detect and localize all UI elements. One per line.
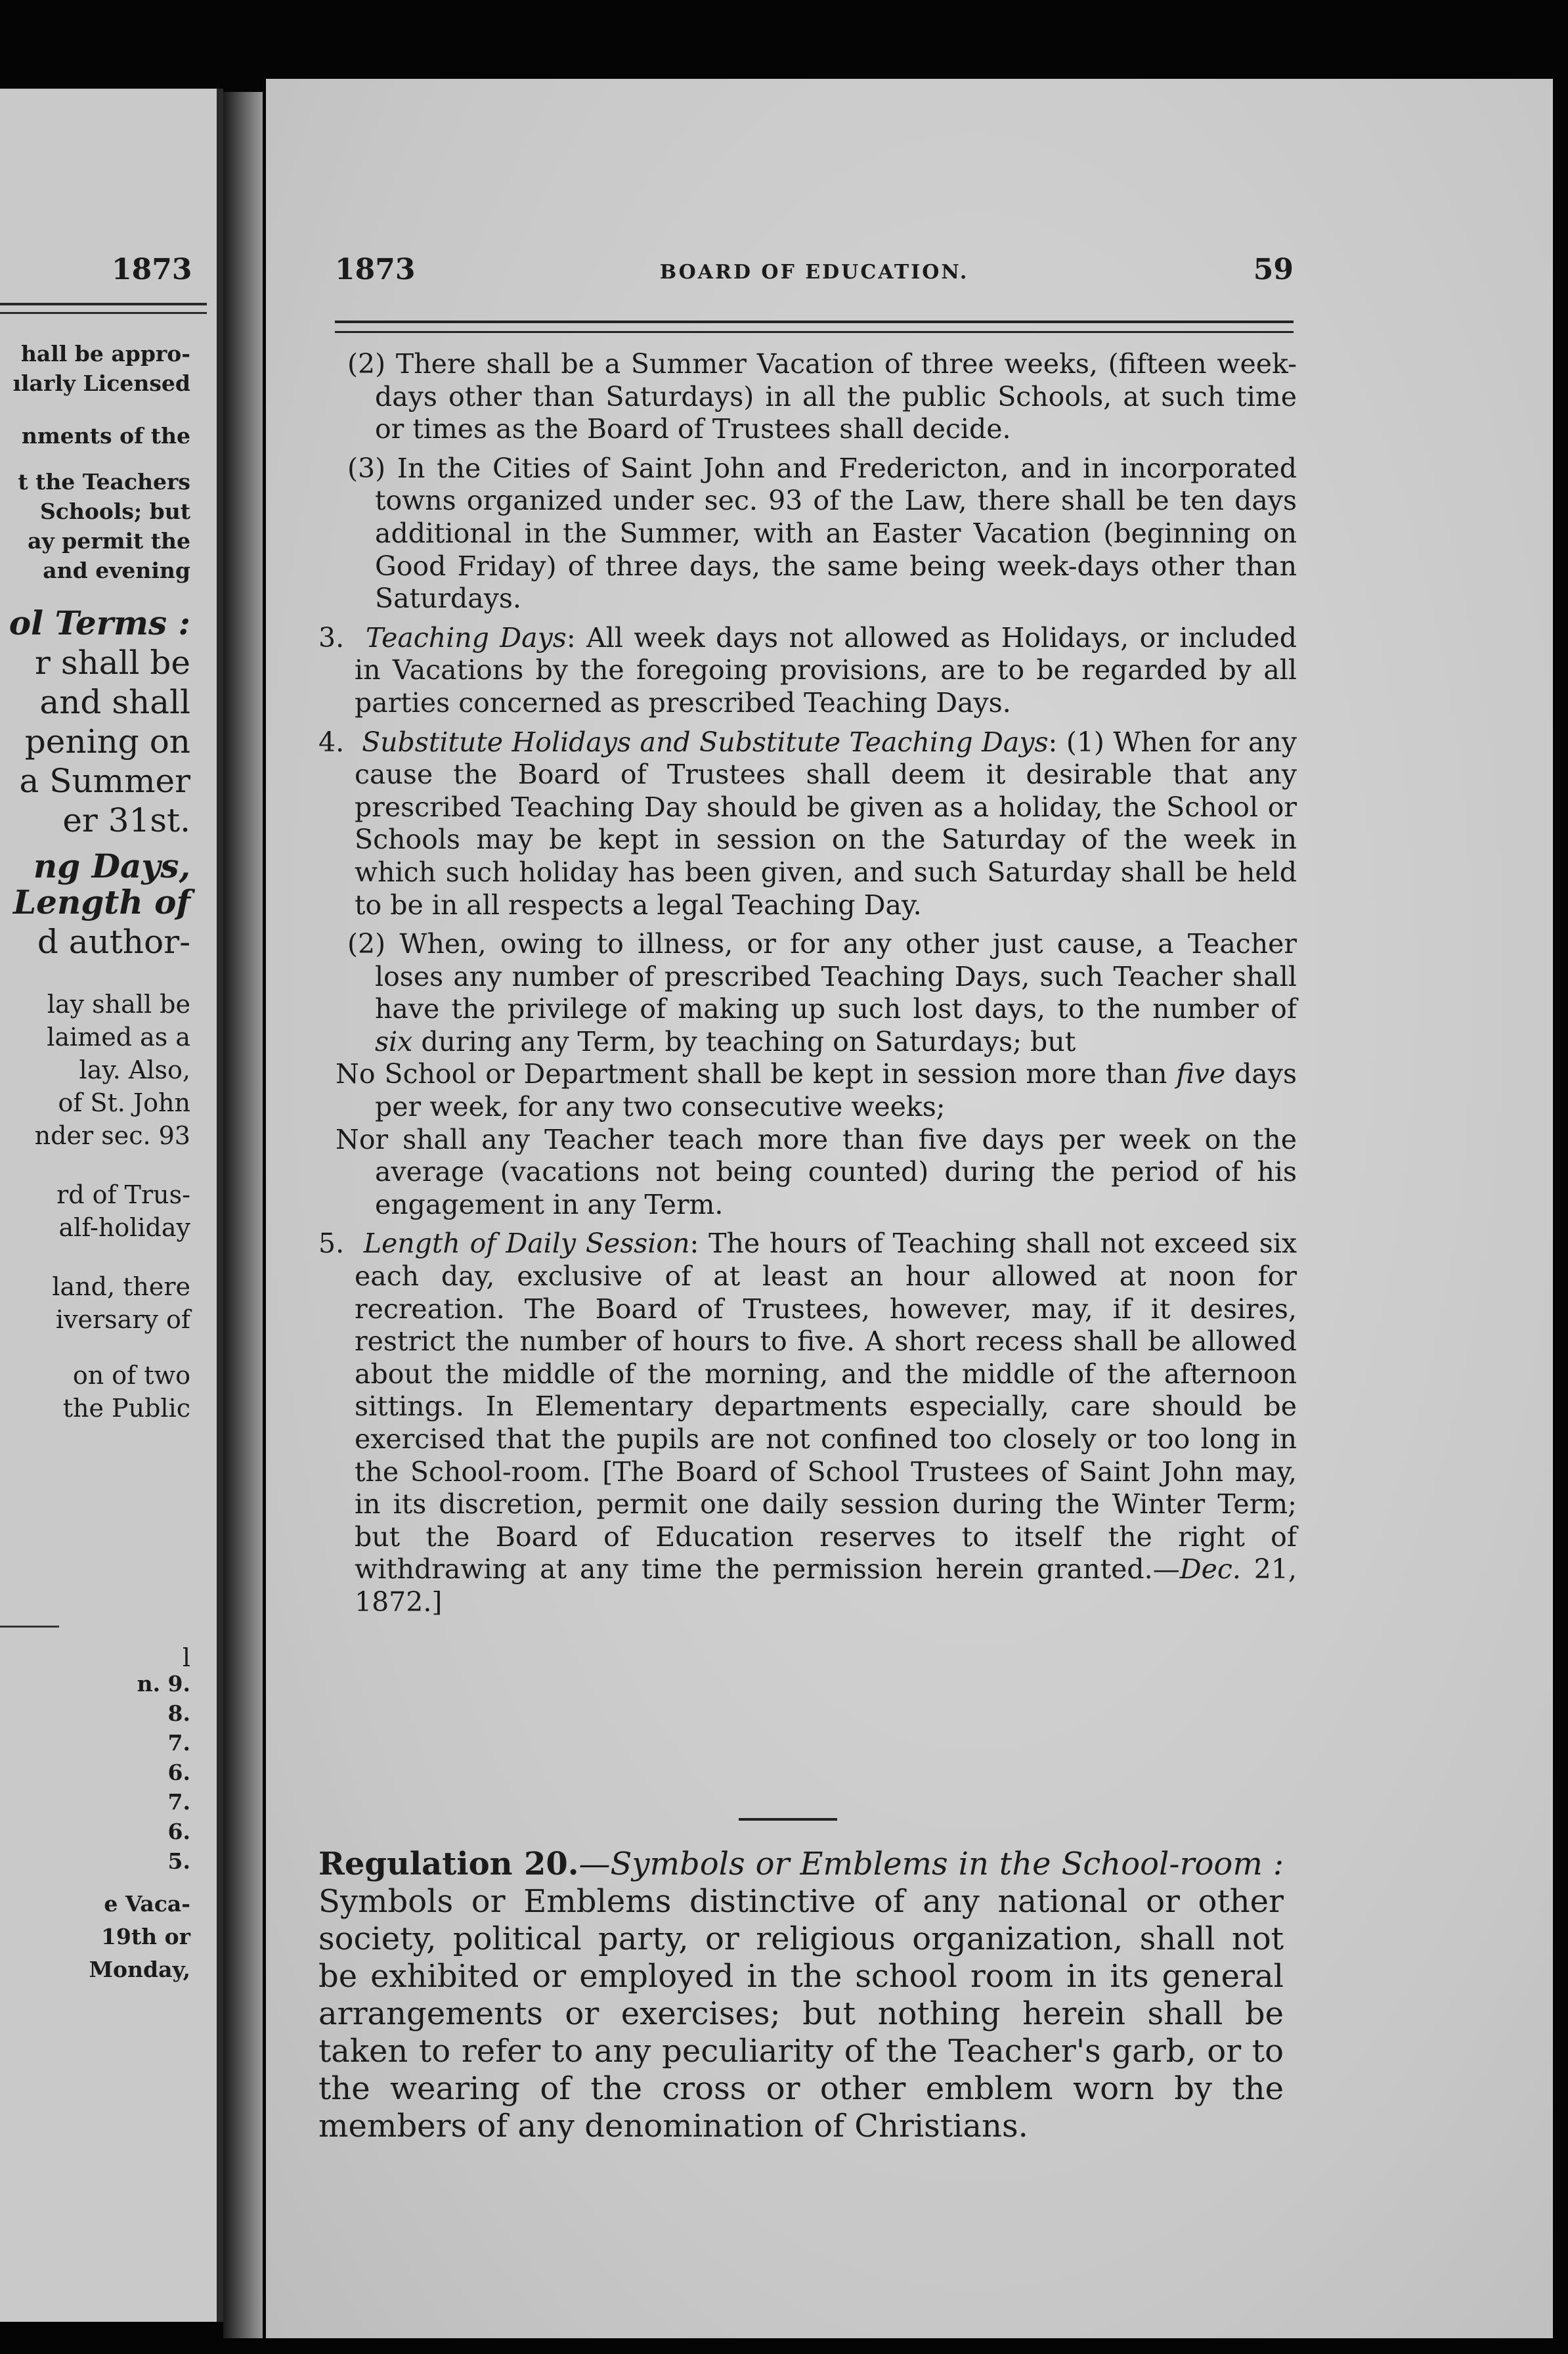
left-page-line: of St. John bbox=[58, 1088, 190, 1117]
section-divider bbox=[739, 1818, 837, 1821]
left-page-line: 6. bbox=[167, 1819, 190, 1844]
section-4-substitute-days: 4. Substitute Holidays and Substitute Teaching Days: (1) When for any cause the Board of Trustees shall deem it desirable that any prescribed Teaching Day should be given as a holiday, the School or Schools may be kept in session on the Saturday of the week in which such holiday has been given, and such Saturday shall be held to be in all respects a legal Teaching Day. bbox=[318, 726, 1297, 921]
left-page-line: alf-holiday bbox=[58, 1213, 190, 1242]
left-page-line: ng Days, bbox=[33, 847, 190, 885]
left-page-line: t the Teachers bbox=[18, 469, 190, 495]
section-4-clause-2-text-b: during any Term, by teaching on Saturdays; but bbox=[412, 1025, 1076, 1057]
left-page-line: Length of bbox=[13, 883, 190, 922]
section-3-text: : All week days not allowed as Holidays, or included in Vacations by the foregoing provisions, are to be regarded by all parties concerned as prescribed Teaching Days. bbox=[355, 621, 1297, 719]
left-page-line: r shall be bbox=[35, 644, 190, 682]
left-page-line: a Summer bbox=[19, 762, 190, 800]
left-page-line: ay permit the bbox=[28, 528, 190, 554]
section-4-clause-2-six: six bbox=[375, 1025, 413, 1057]
left-page-line: laimed as a bbox=[47, 1023, 190, 1052]
section-4-label: Substitute Holidays and Substitute Teaching Days bbox=[362, 726, 1049, 758]
body-text bbox=[318, 348, 1297, 1619]
section-4-text: : (1) When for any cause the Board of Trustees shall deem it desirable that any prescribed Teaching Day should be given as a holiday, the School or Schools may be kept in session on the Saturday of the week in which such holiday has been given, and such Saturday shall be held to be in all respects a legal Teaching Day. bbox=[355, 726, 1297, 921]
section-3-label: Teaching Days bbox=[365, 621, 567, 654]
left-page-line: and evening bbox=[43, 558, 190, 583]
left-page-line: 7. bbox=[167, 1789, 190, 1815]
left-page-line: nder sec. 93 bbox=[34, 1121, 190, 1150]
regulation-label: Regulation 20. bbox=[318, 1846, 579, 1882]
header-title: BOARD OF EDUCATION. bbox=[659, 261, 969, 284]
paragraph-cities: (3) In the Cities of Saint John and Fredericton, and in incorporated towns organized under sec. 93 of the Law, there shall be ten days additional in the Summer, with an Easter Vacation (beginning on Good Friday) of three days, the same being week-days other than Saturdays. bbox=[347, 452, 1297, 615]
section-4-clause-2 bbox=[318, 928, 1297, 1058]
left-page-line: 6. bbox=[167, 1760, 190, 1785]
left-page-line: Monday, bbox=[89, 1957, 190, 1982]
section-4-nor: Nor shall any Teacher teach more than five days per week on the average (vacations not being counted) during the period of his engagement in any Term. bbox=[336, 1123, 1297, 1220]
left-page-line: er 31st. bbox=[62, 801, 190, 839]
section-5-text-a: : The hours of Teaching shall not exceed six each day, exclusive of at least an hour allowed at noon for recreation. The Board of Trustees, however, may, if it desires, restrict the number of hours to five. A short recess shall be allowed about the middle of the morning, and the middle of the afternoon sittings. In Elementary departments especially, care should be exercised that the pupils are not confined too closely or too long in the School-room. [The Board of School Trustees of Saint John may, in its discretion, permit one daily session during the Winter Term; but the Board of Education reserves to itself the right of withdrawing at any time the permission herein granted.— bbox=[355, 1228, 1297, 1586]
left-page-line: lay. Also, bbox=[79, 1055, 190, 1084]
page-gutter bbox=[223, 92, 263, 2338]
running-header bbox=[335, 253, 1294, 305]
left-page-line: nments of the bbox=[21, 423, 190, 449]
left-page-line: 19th or bbox=[100, 1924, 190, 1949]
left-page-line: Schools; but bbox=[39, 499, 190, 524]
left-page-line: lay shall be bbox=[47, 990, 190, 1019]
left-page-line: ol Terms : bbox=[9, 604, 190, 642]
page-number: 59 bbox=[1253, 253, 1294, 286]
regulation-20 bbox=[318, 1846, 1284, 2145]
header-year: 1873 bbox=[335, 253, 416, 286]
paragraph-summer-vacation: (2) There shall be a Summer Vacation of three weeks, (fifteen week-days other than Saturdays) in all the public Schools, at such time or times as the Board of Trustees shall decide. bbox=[347, 348, 1297, 445]
left-page-fragment bbox=[0, 89, 223, 2322]
left-page-line: land, there bbox=[52, 1272, 190, 1301]
section-5-label: Length of Daily Session bbox=[363, 1228, 690, 1260]
left-page-line: 8. bbox=[167, 1700, 190, 1726]
left-page-rule bbox=[0, 1626, 59, 1628]
section-3-teaching-days: 3. Teaching Days: All week days not allowed as Holidays, or included in Vacations by the foregoing provisions, are to be regarded by all parties concerned as prescribed Teaching Days. bbox=[318, 621, 1297, 719]
section-4-no-school-b: days per week, for any two consecutive weeks; bbox=[375, 1058, 1297, 1123]
section-5-text-b: 21, 1872.] bbox=[355, 1553, 1297, 1618]
left-page-line: 7. bbox=[167, 1730, 190, 1756]
section-4-no-school bbox=[318, 1058, 1297, 1123]
left-page-line: 5. bbox=[167, 1848, 190, 1874]
left-page-line: e Vaca- bbox=[104, 1891, 190, 1917]
section-4-no-school-five: five bbox=[1176, 1058, 1226, 1090]
regulation-title: —Symbols or Emblems in the School-room : bbox=[578, 1846, 1284, 1882]
left-page-line: n. 9. bbox=[137, 1671, 190, 1697]
left-page-line: l bbox=[182, 1643, 190, 1672]
left-page-line: rd of Trus- bbox=[56, 1180, 190, 1209]
regulation-text: Symbols or Emblems distinctive of any national or other society, political party, or religious organization, shall not be exhibited or employed in the school room in its general arrangements or exercises; but nothing herein shall be taken to refer to any peculiarity of the Teacher's garb, or to the wearing of the cross or other emblem worn by the members of any denomination of Christians. bbox=[318, 1883, 1284, 2144]
left-page-line: on of two bbox=[72, 1361, 190, 1390]
left-page-year: 1873 bbox=[112, 253, 192, 286]
left-page-line: hall be appro- bbox=[20, 341, 190, 366]
left-page-header-rule bbox=[0, 303, 207, 314]
left-page-line: and shall bbox=[39, 683, 190, 721]
left-page-line: ılarly Licensed bbox=[12, 370, 190, 396]
section-5-date: Dec. bbox=[1179, 1553, 1241, 1586]
left-page-line: the Public bbox=[62, 1394, 190, 1423]
left-page-line: pening on bbox=[24, 722, 190, 761]
left-page-line: d author- bbox=[37, 923, 190, 961]
section-5-daily-session: 5. Length of Daily Session: The hours of Teaching shall not exceed six each day, exclusive of at least an hour allowed at noon for recreation. The Board of Trustees, however, may, if it desires, restrict the number of hours to five. A short recess shall be allowed about the middle of the morning, and the middle of the afternoon sittings. In Elementary departments especially, care should be exercised that the pupils are not confined too closely or too long in the School-room. [The Board of School Trustees of Saint John may, in its discretion, permit one daily session during the Winter Term; but the Board of Education reserves to itself the right of withdrawing at any time the permission herein granted.—Dec. 21, 1872.] bbox=[318, 1228, 1297, 1618]
header-rule bbox=[335, 321, 1294, 333]
left-page-line: iversary of bbox=[55, 1305, 190, 1334]
section-4-clause-2-text-a: (2) When, owing to illness, or for any other just cause, a Teacher loses any number of prescribed Teaching Days, such Teacher shall have the privilege of making up such lost days, to the number of bbox=[347, 928, 1297, 1025]
section-4-no-school-a: No School or Department shall be kept in session more than bbox=[336, 1058, 1177, 1090]
main-page bbox=[266, 79, 1553, 2338]
